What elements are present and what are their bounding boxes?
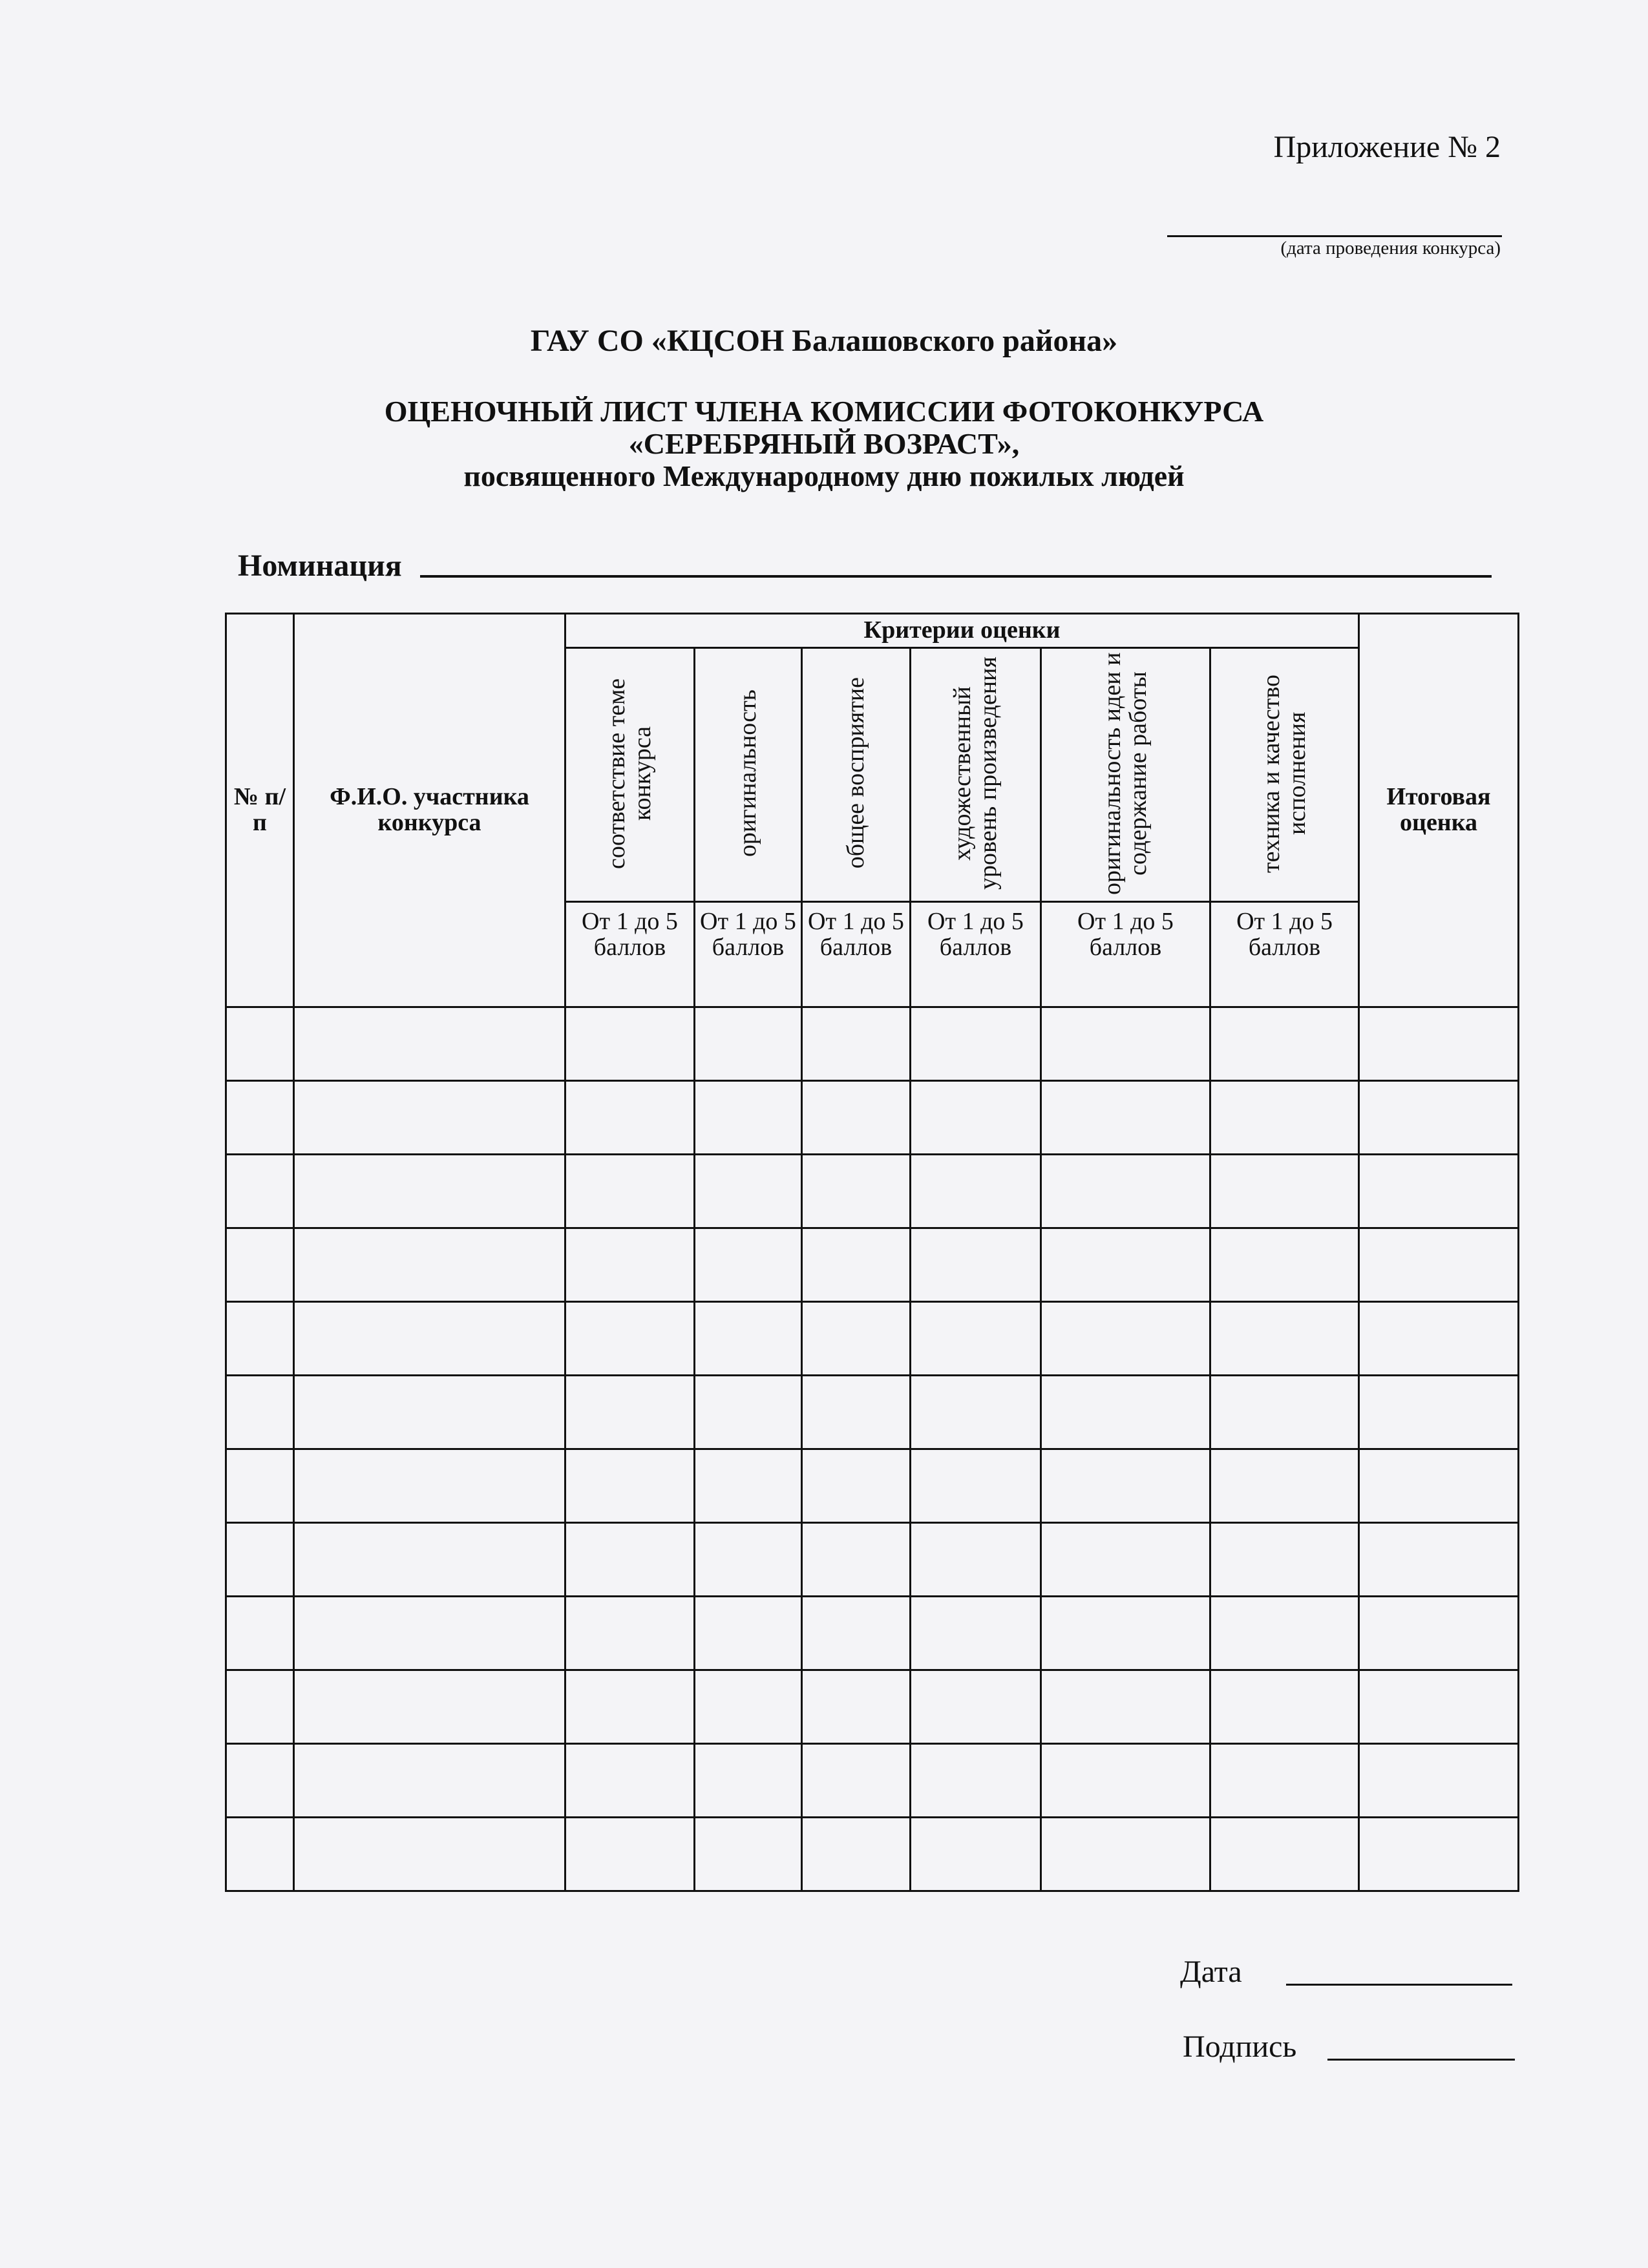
table-cell[interactable]	[911, 1007, 1041, 1081]
table-cell[interactable]	[1041, 1449, 1210, 1523]
criterion-range-idea-content: От 1 до 5 баллов	[1041, 902, 1210, 1007]
table-cell[interactable]	[1359, 1376, 1519, 1449]
criterion-header-originality: оригинальность	[695, 648, 802, 902]
table-cell[interactable]	[1359, 1818, 1519, 1891]
appendix-label: Приложение № 2	[1273, 130, 1501, 164]
table-cell[interactable]	[565, 1007, 695, 1081]
nomination-label: Номинация	[238, 549, 402, 583]
organization-name: ГАУ СО «КЦСОН Балашовского района»	[530, 324, 1118, 358]
table-cell[interactable]	[1359, 1523, 1519, 1597]
table-cell[interactable]	[565, 1818, 695, 1891]
table-cell[interactable]	[1210, 1818, 1359, 1891]
table-cell[interactable]	[1210, 1081, 1359, 1155]
table-cell[interactable]	[911, 1818, 1041, 1891]
contest-date-caption: (дата проведения конкурса)	[1280, 238, 1501, 258]
criterion-range-originality: От 1 до 5 баллов	[695, 902, 802, 1007]
table-cell[interactable]	[226, 1670, 294, 1744]
table-cell[interactable]	[565, 1449, 695, 1523]
col-header-total-score: Итоговая оценка	[1359, 614, 1519, 1007]
criterion-header-technique: техника и качество исполнения	[1210, 648, 1359, 902]
table-row	[226, 1302, 1519, 1376]
table-cell[interactable]	[1359, 1228, 1519, 1302]
table-cell[interactable]	[802, 1081, 911, 1155]
criterion-header-theme: соответствие теме конкурса	[565, 648, 695, 902]
nomination-field-line	[420, 575, 1492, 578]
col-header-number: № п/п	[226, 614, 294, 1007]
table-cell[interactable]	[1041, 1302, 1210, 1376]
table-cell[interactable]	[226, 1818, 294, 1891]
table-row	[226, 1449, 1519, 1523]
table-cell[interactable]	[226, 1744, 294, 1818]
table-cell[interactable]	[294, 1007, 565, 1081]
table-cell[interactable]	[802, 1302, 911, 1376]
table-cell[interactable]	[911, 1523, 1041, 1597]
table-cell[interactable]	[1041, 1155, 1210, 1228]
criterion-range-artistic-level: От 1 до 5 баллов	[911, 902, 1041, 1007]
contest-date-line	[1167, 235, 1502, 237]
table-cell[interactable]	[1041, 1007, 1210, 1081]
table-cell[interactable]	[695, 1818, 802, 1891]
signature-field-line	[1327, 2059, 1515, 2061]
table-cell[interactable]	[695, 1155, 802, 1228]
table-row	[226, 1670, 1519, 1744]
table-row	[226, 1597, 1519, 1670]
table-cell[interactable]	[294, 1744, 565, 1818]
criterion-header-idea-content: оригинальность идеи и содержание работы	[1041, 648, 1210, 902]
table-cell[interactable]	[695, 1597, 802, 1670]
table-cell[interactable]	[565, 1228, 695, 1302]
table-cell[interactable]	[226, 1523, 294, 1597]
table-cell[interactable]	[565, 1081, 695, 1155]
table-body	[226, 1007, 1519, 1891]
table-cell[interactable]	[802, 1744, 911, 1818]
table-cell[interactable]	[911, 1302, 1041, 1376]
table-row	[226, 1007, 1519, 1081]
table-cell[interactable]	[294, 1302, 565, 1376]
table-cell[interactable]	[565, 1376, 695, 1449]
col-header-participant-name: Ф.И.О. участника конкурса	[294, 614, 565, 1007]
table-cell[interactable]	[294, 1818, 565, 1891]
table-cell[interactable]	[1359, 1007, 1519, 1081]
table-cell[interactable]	[226, 1302, 294, 1376]
table-cell[interactable]	[695, 1744, 802, 1818]
title-line-2: «СЕРЕБРЯНЫЙ ВОЗРАСТ»,	[628, 427, 1020, 460]
table-cell[interactable]	[1041, 1597, 1210, 1670]
table-cell[interactable]	[1359, 1081, 1519, 1155]
table-cell[interactable]	[695, 1302, 802, 1376]
table-cell[interactable]	[1041, 1744, 1210, 1818]
criteria-header: Критерии оценки	[565, 614, 1359, 648]
table-cell[interactable]	[911, 1081, 1041, 1155]
table-cell[interactable]	[294, 1449, 565, 1523]
table-cell[interactable]	[1041, 1670, 1210, 1744]
table-cell[interactable]	[1041, 1081, 1210, 1155]
table-cell[interactable]	[695, 1670, 802, 1744]
table-cell[interactable]	[1210, 1376, 1359, 1449]
document-title	[0, 395, 1648, 492]
table-cell[interactable]	[565, 1670, 695, 1744]
table-cell[interactable]	[1210, 1597, 1359, 1670]
table-cell[interactable]	[802, 1597, 911, 1670]
table-cell[interactable]	[294, 1155, 565, 1228]
table-cell[interactable]	[294, 1228, 565, 1302]
table-cell[interactable]	[911, 1228, 1041, 1302]
table-cell[interactable]	[1210, 1523, 1359, 1597]
table-cell[interactable]	[294, 1597, 565, 1670]
criterion-range-theme: От 1 до 5 баллов	[565, 902, 695, 1007]
table-cell[interactable]	[911, 1449, 1041, 1523]
table-cell[interactable]	[802, 1007, 911, 1081]
table-cell[interactable]	[1041, 1523, 1210, 1597]
table-cell[interactable]	[565, 1597, 695, 1670]
table-cell[interactable]	[695, 1376, 802, 1449]
title-line-1: ОЦЕНОЧНЫЙ ЛИСТ ЧЛЕНА КОМИССИИ ФОТОКОНКУРСА	[384, 395, 1264, 428]
table-cell[interactable]	[294, 1081, 565, 1155]
table-row	[226, 1155, 1519, 1228]
table-cell[interactable]	[802, 1670, 911, 1744]
criterion-header-perception: общее восприятие	[802, 648, 911, 902]
table-cell[interactable]	[1359, 1449, 1519, 1523]
table-cell[interactable]	[1359, 1597, 1519, 1670]
table-row	[226, 1081, 1519, 1155]
table-cell[interactable]	[695, 1523, 802, 1597]
table-cell[interactable]	[565, 1302, 695, 1376]
table-cell[interactable]	[1359, 1302, 1519, 1376]
table-cell[interactable]	[1210, 1228, 1359, 1302]
table-row	[226, 1818, 1519, 1891]
table-cell[interactable]	[226, 1597, 294, 1670]
title-line-3: посвященного Международному дню пожилых людей	[463, 459, 1185, 492]
table-row	[226, 1376, 1519, 1449]
table-cell[interactable]	[802, 1228, 911, 1302]
table-cell[interactable]	[1210, 1744, 1359, 1818]
date-field-line	[1286, 1984, 1512, 1986]
criterion-header-artistic-level: художественный уровень произведения	[911, 648, 1041, 902]
table-cell[interactable]	[695, 1007, 802, 1081]
table-cell[interactable]	[226, 1007, 294, 1081]
date-label: Дата	[1180, 1955, 1242, 1989]
table-row	[226, 1228, 1519, 1302]
table-cell[interactable]	[1041, 1376, 1210, 1449]
table-cell[interactable]	[802, 1449, 911, 1523]
table-cell[interactable]	[695, 1228, 802, 1302]
table-cell[interactable]	[226, 1081, 294, 1155]
table-cell[interactable]	[802, 1155, 911, 1228]
table-cell[interactable]	[911, 1744, 1041, 1818]
table-cell[interactable]	[1359, 1744, 1519, 1818]
table-cell[interactable]	[1210, 1302, 1359, 1376]
table-cell[interactable]	[802, 1818, 911, 1891]
table-cell[interactable]	[1210, 1670, 1359, 1744]
table-cell[interactable]	[226, 1228, 294, 1302]
table-cell[interactable]	[1210, 1449, 1359, 1523]
table-row	[226, 1523, 1519, 1597]
table-cell[interactable]	[226, 1155, 294, 1228]
table-cell[interactable]	[1041, 1818, 1210, 1891]
table-cell[interactable]	[1210, 1155, 1359, 1228]
table-cell[interactable]	[1210, 1007, 1359, 1081]
table-row	[226, 1744, 1519, 1818]
table-cell[interactable]	[802, 1376, 911, 1449]
table-cell[interactable]	[695, 1081, 802, 1155]
table-cell[interactable]	[226, 1376, 294, 1449]
table-cell[interactable]	[1359, 1155, 1519, 1228]
criterion-range-perception: От 1 до 5 баллов	[802, 902, 911, 1007]
table-cell[interactable]	[565, 1744, 695, 1818]
signature-label: Подпись	[1183, 2030, 1297, 2064]
table-cell[interactable]	[1359, 1670, 1519, 1744]
table-cell[interactable]	[1041, 1228, 1210, 1302]
table-cell[interactable]	[802, 1523, 911, 1597]
table-cell[interactable]	[565, 1155, 695, 1228]
table-cell[interactable]	[294, 1376, 565, 1449]
table-cell[interactable]	[911, 1376, 1041, 1449]
table-cell[interactable]	[226, 1449, 294, 1523]
table-cell[interactable]	[294, 1670, 565, 1744]
evaluation-table	[225, 613, 1519, 1892]
criterion-range-technique: От 1 до 5 баллов	[1210, 902, 1359, 1007]
table-cell[interactable]	[695, 1449, 802, 1523]
table-cell[interactable]	[911, 1597, 1041, 1670]
table-cell[interactable]	[911, 1155, 1041, 1228]
table-cell[interactable]	[294, 1523, 565, 1597]
table-cell[interactable]	[565, 1523, 695, 1597]
table-cell[interactable]	[911, 1670, 1041, 1744]
